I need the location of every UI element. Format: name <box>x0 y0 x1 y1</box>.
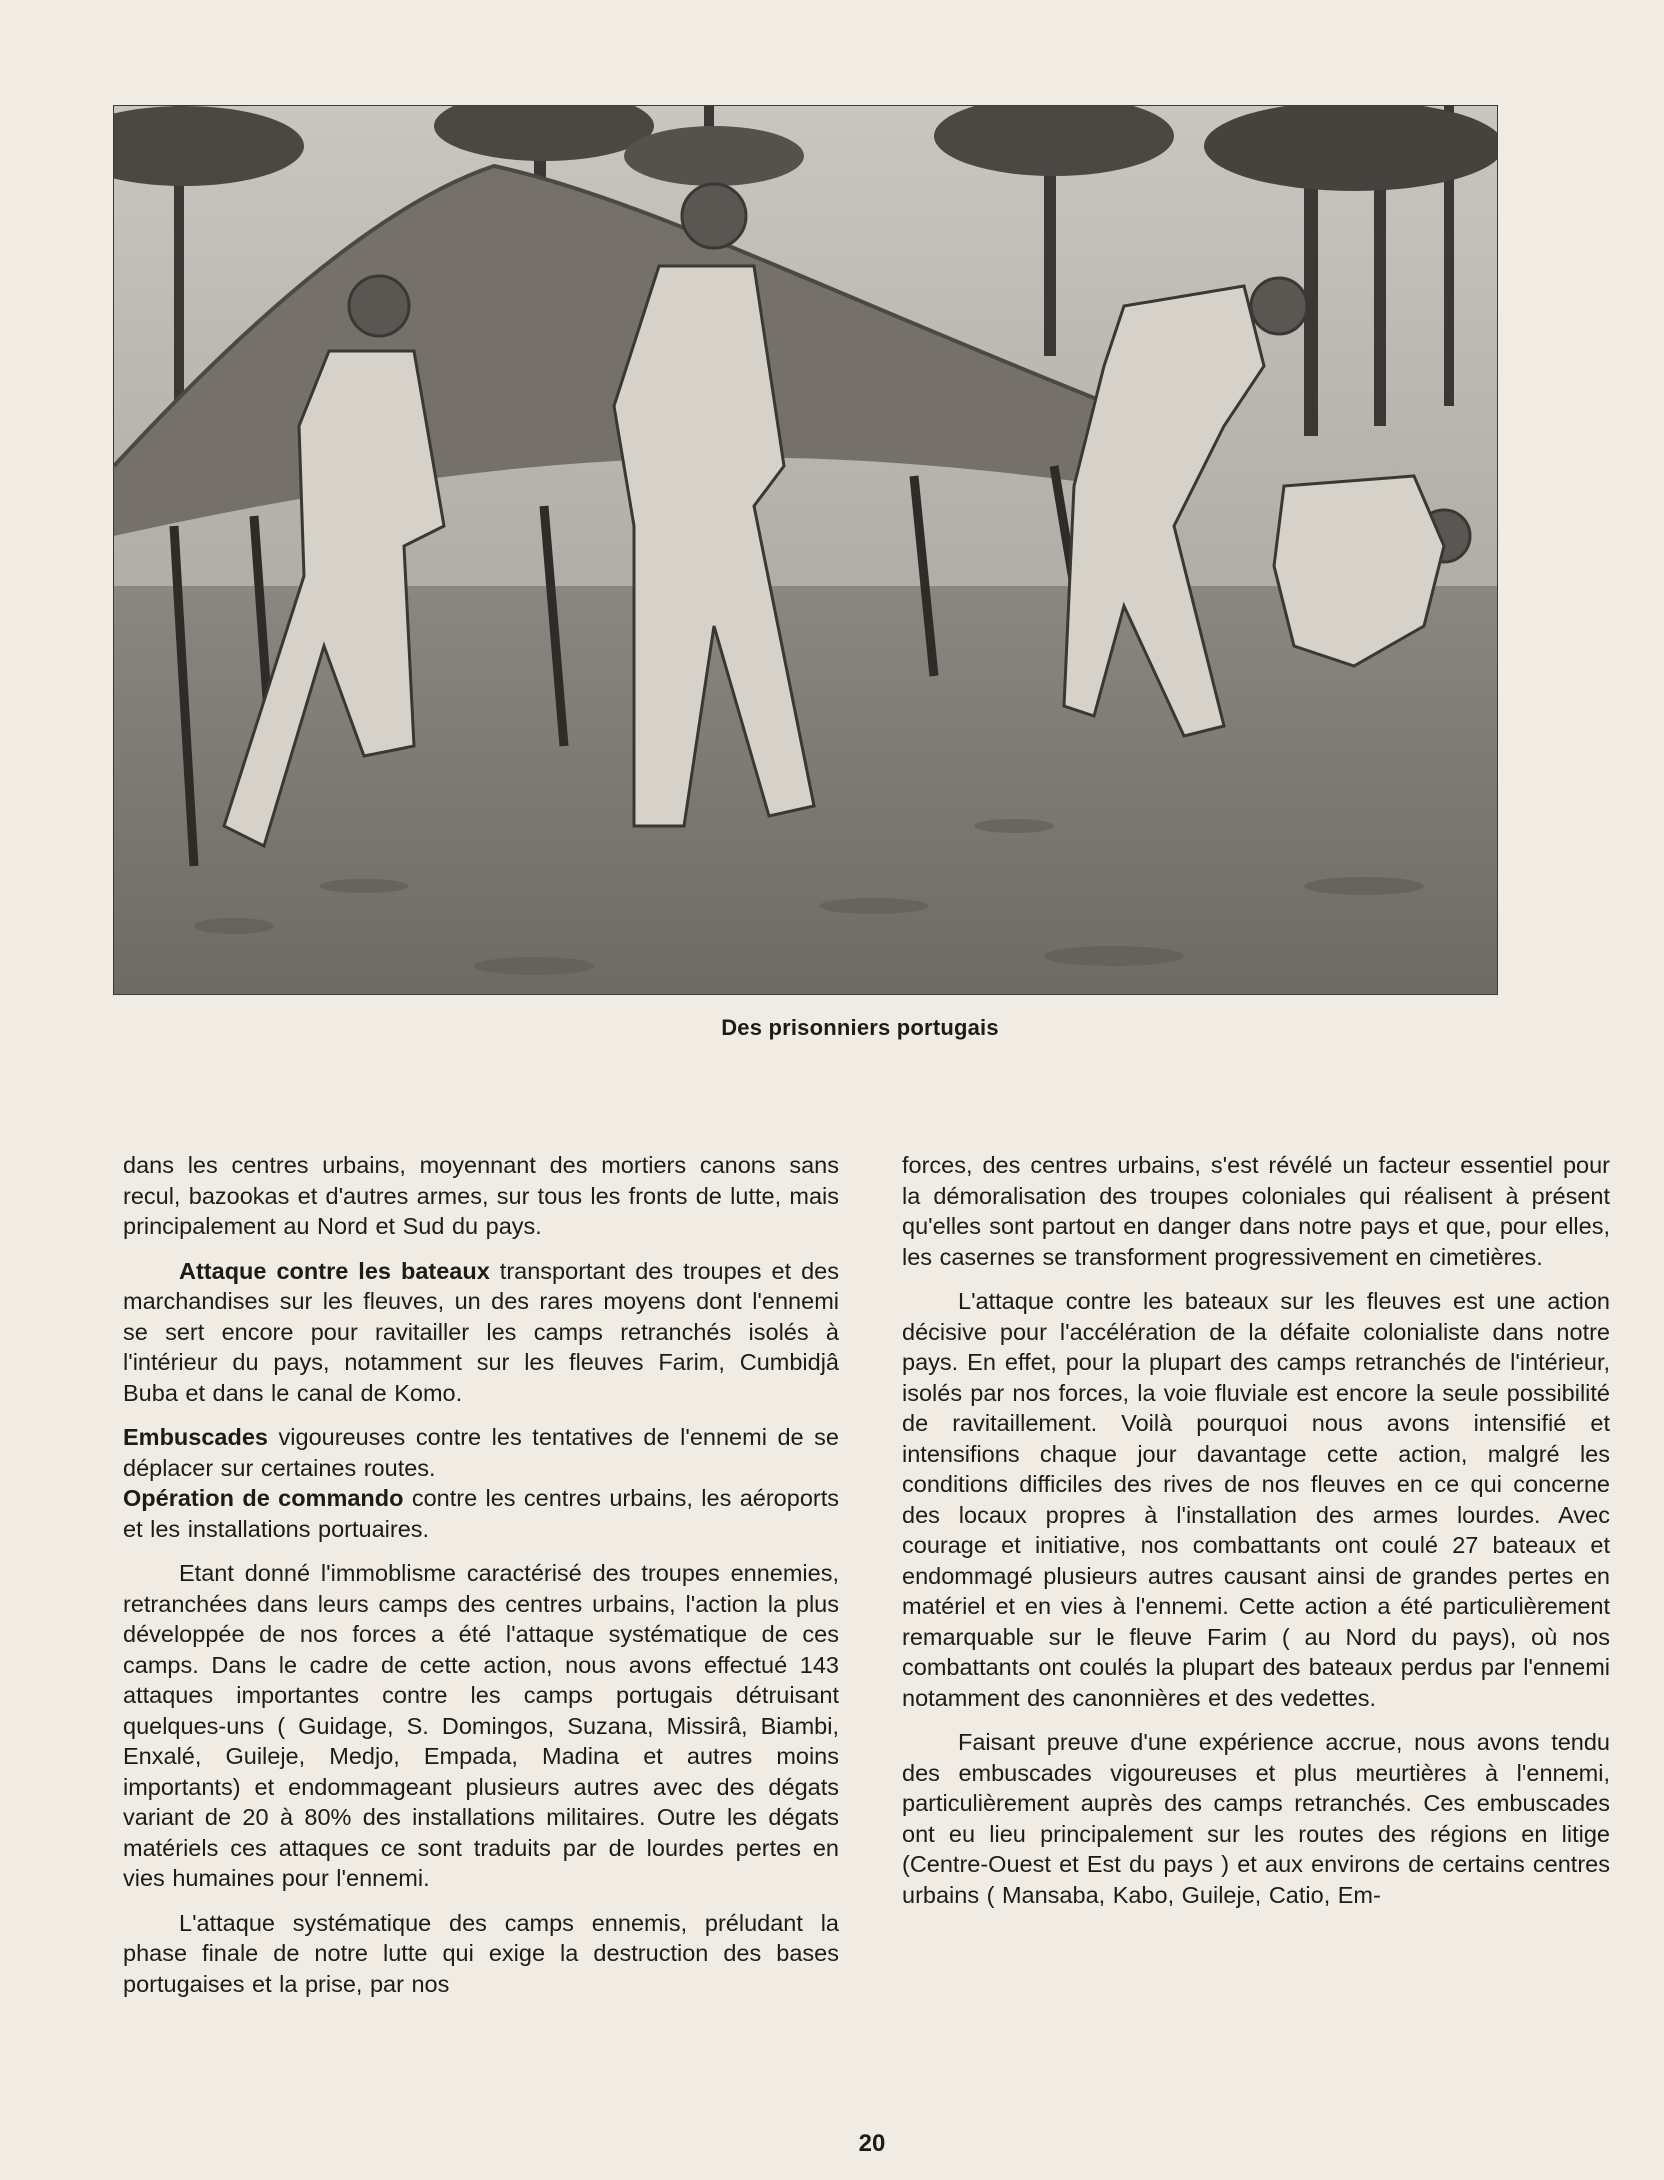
prisoners-photo <box>113 105 1498 995</box>
left-paragraph-1: dans les centres urbains, moyennant des mortiers canons sans recul, bazookas et d'autres armes, sur tous les fronts de lutte, mais principalement au Nord et Sud du pays. <box>123 1152 839 1239</box>
photo-illustration <box>114 106 1497 994</box>
left-paragraph-5: Etant donné l'immoblisme caractérisé des troupes ennemies, retranchées dans leurs camps des centres urbains, l'action la plus développée de nos forces a été l'attaque systématique de ces camps. Dans le cadre de cette action, nous avons effectué 143 attaques importantes contre les camps portugais détruisant quelques-uns ( Guidage, S. Domingos, Suzana, Missirâ, Biambi, Enxalé, Guileje, Medjo, Empada, Madina et autres moins importants) et endommageant plusieurs autres avec des dégats variant de 20 à 80% des installations militaires. Outre les dégats matériels ces attaques ce sont traduits par de lourdes pertes en vies humaines pour l'ennemi. <box>123 1560 839 1891</box>
boats-attack-heading: Attaque contre les bateaux <box>179 1257 490 1284</box>
photo-caption: Des prisonniers portugais <box>721 1015 999 1040</box>
left-paragraph-6: L'attaque systématique des camps ennemis, préludant la phase finale de notre lutte qui exige la destruction des bases portugaises et la prise, par nos <box>123 1909 839 1997</box>
right-paragraph-3: Faisant preuve d'une expérience accrue, nous avons tendu des embuscades vigoureuses et plus meurtières à l'ennemi, particulièrement auprès des camps retranchés. Ces embuscades ont eu lieu principalement sur les routes des régions en litige (Centre-Ouest et Est du pays ) et aux environs de certains centres urbains ( Mansaba, Kabo, Guileje, Catio, Em- <box>902 1729 1610 1908</box>
ambush-heading: Embuscades <box>123 1424 268 1450</box>
left-paragraph-2: Attaque contre les bateaux transportant des troupes et des marchandises sur les fleuves, un des rares moyens dont l'ennemi se sert encore pour ravitailler les camps retranchés isolés à l'intérieur du pays, notamment sur les fleuves Farim, Cumbidjâ Buba et dans le canal de Komo. <box>123 1257 840 1406</box>
left-column <box>123 1150 839 2013</box>
right-paragraph-1: forces, des centres urbains, s'est révélé un facteur essentiel pour la démoralisation des troupes coloniales qui réalisent à présent qu'elles sont partout en danger dans notre pays et que, pour elles, les casernes se transforment progressivement en cimetières. <box>902 1152 1610 1270</box>
left-paragraph-4: Opération de commando contre les centres urbains, les aéroports et les installations portuaires. <box>123 1485 839 1542</box>
left-paragraph-3: Embuscades vigoureuses contre les tentatives de l'ennemi de se déplacer sur certaines routes. <box>123 1424 839 1481</box>
commando-heading: Opération de commando <box>123 1485 404 1511</box>
right-paragraph-2: L'attaque contre les bateaux sur les fleuves est une action décisive pour l'accélération de la défaite colonialiste dans notre pays. En effet, pour la plupart des camps retranchés de l'intérieur, isolés par nos forces, la voie fluviale est encore la seule possibilité de ravitaillement. Voilà pourquoi nous avons intensifié et intensifions chaque jour davantage cette action, malgré les conditions difficiles des rives de nos fleuves en ce qui concerne des locaux propres à l'installation des armes lourdes. Avec courage et initiative, nos combattants ont coulé 27 bateaux et endommagé plusieurs autres causant ainsi de grandes pertes en matériel et en vies à l'ennemi. Cette action a été particulièrement remarquable sur le fleuve Farim ( au Nord du pays), où nos combattants ont coulés la plupart des bateaux perdus par l'ennemi notamment des canonnières et des vedettes. <box>902 1288 1610 1711</box>
right-column <box>902 1150 1610 1924</box>
page-number: 20 <box>858 2130 886 2157</box>
